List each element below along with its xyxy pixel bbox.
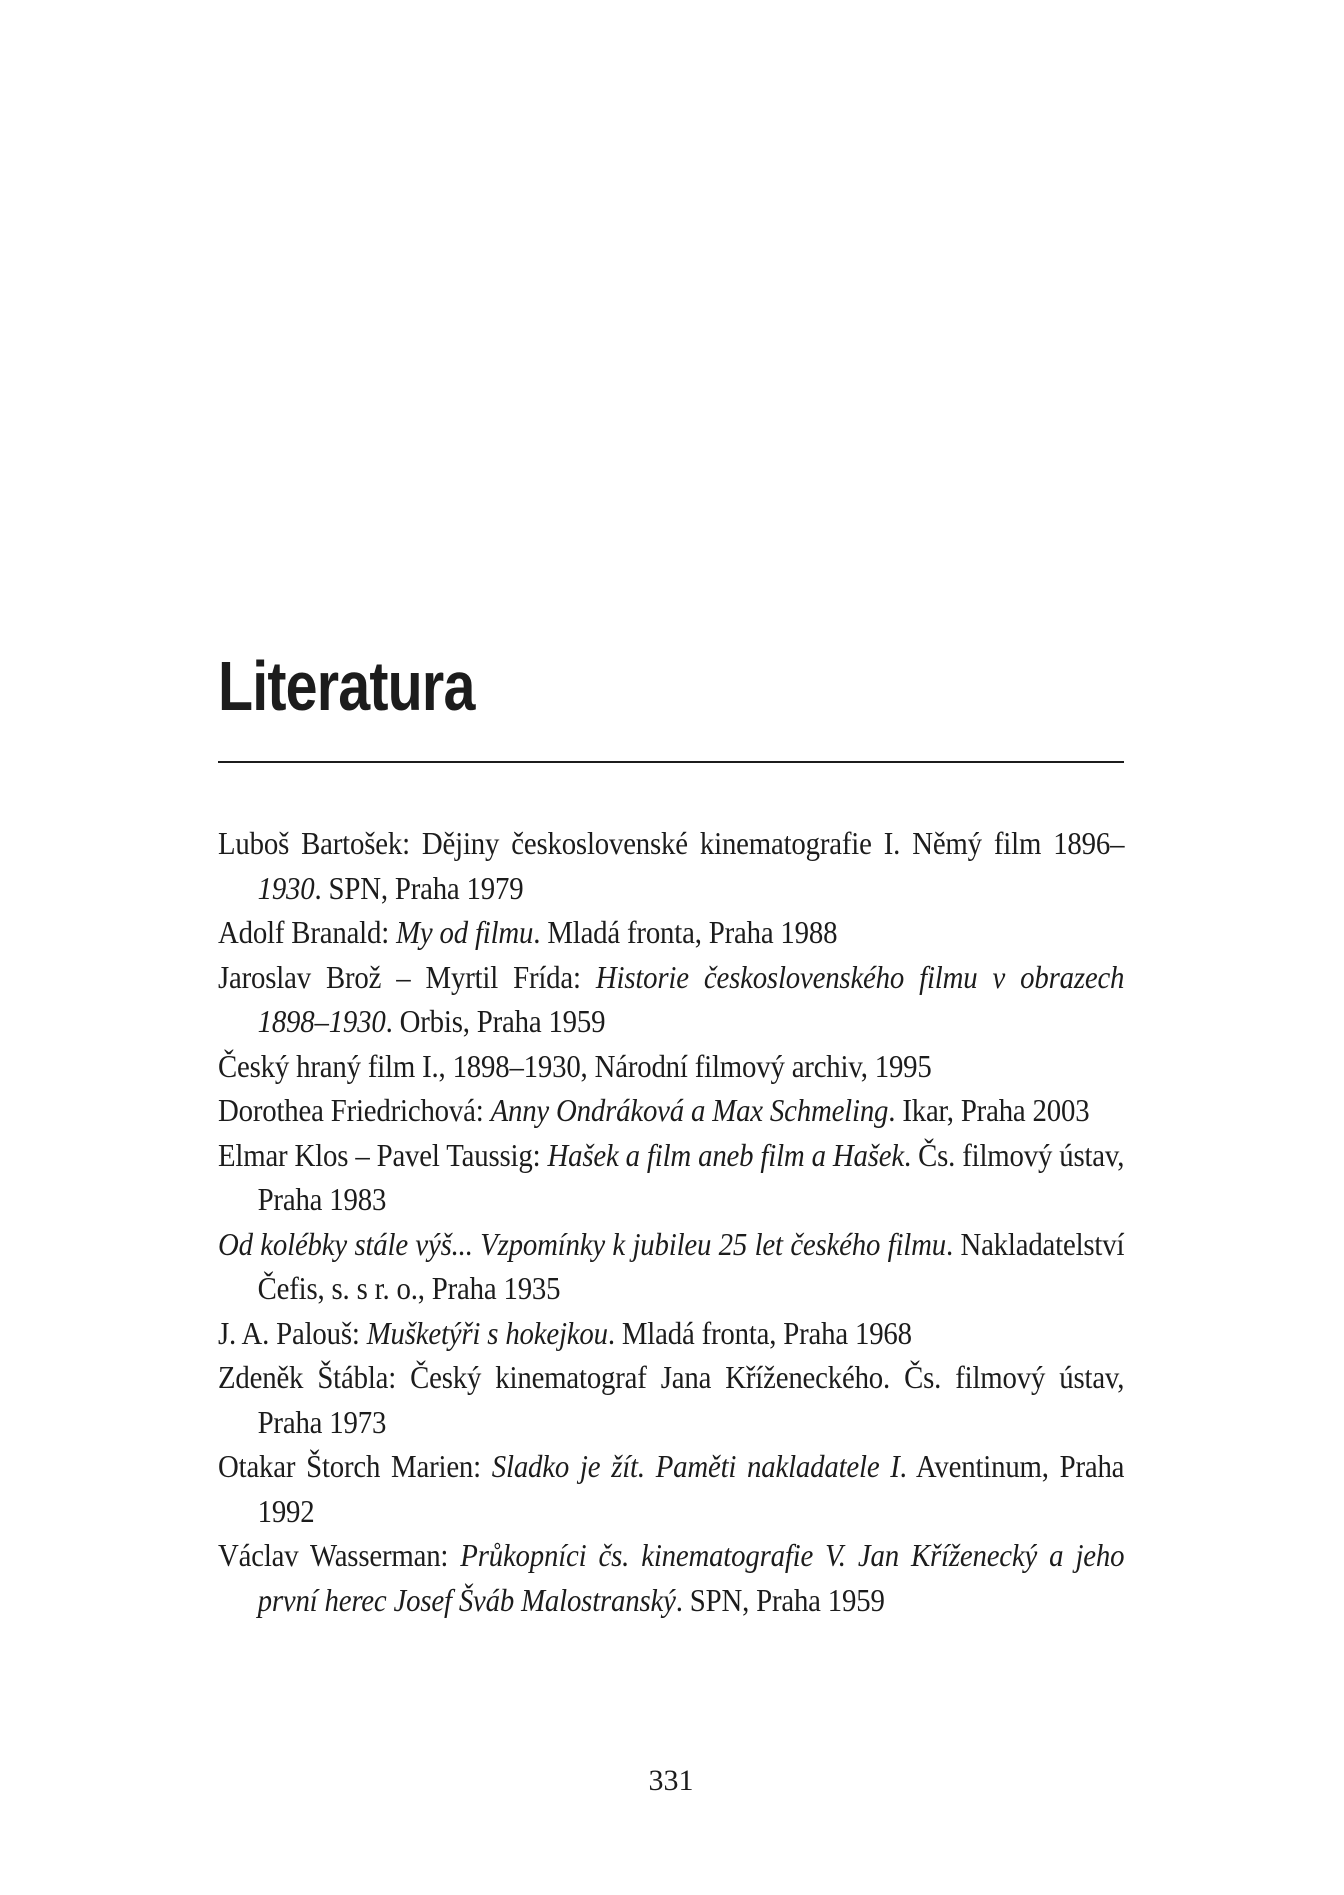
entry-text: Zdeněk Štábla: Český kinematograf Jana Kříženeckého. Čs. filmový ústav, Praha 1973 — [218, 1359, 1125, 1440]
entry-text: Adolf Branald: — [218, 914, 397, 950]
entry-text: . SPN, Praha 1979 — [314, 869, 524, 906]
entry-title-italic: 1930 — [257, 869, 315, 906]
bibliography-entry — [218, 821, 1124, 910]
page-number: 331 — [648, 1764, 694, 1797]
entry-text: . Mladá fronta, Praha 1988 — [533, 914, 838, 950]
bibliography-entry — [218, 1222, 1124, 1311]
bibliography-entry — [218, 910, 1124, 955]
bibliography-list — [218, 821, 1124, 1622]
entry-title-italic: Hašek a film aneb film a Hašek — [547, 1136, 904, 1173]
entry-text: . Ikar, Praha 2003 — [888, 1092, 1090, 1128]
entry-title-italic: Historie československého filmu v obrazech 1898–1930 — [257, 958, 1125, 1039]
bibliography-entry — [218, 955, 1124, 1044]
entry-title-italic: Mušketýři s hokejkou — [366, 1314, 608, 1351]
entry-text: Luboš Bartošek: Dějiny československé kinematografie I. Němý film 1896– — [218, 825, 1125, 861]
entry-title-italic: Od kolébky stále výš... Vzpomínky k jubileu 25 let českého filmu — [218, 1225, 946, 1262]
page-title: Literatura — [218, 647, 475, 725]
entry-title-italic: Anny Ondráková a Max Schmeling — [490, 1092, 889, 1128]
bibliography-entry — [218, 1088, 1124, 1133]
entry-text: . Orbis, Praha 1959 — [385, 1003, 606, 1039]
bibliography-entry — [218, 1355, 1124, 1444]
entry-text: . SPN, Praha 1959 — [675, 1581, 885, 1618]
entry-text: Elmar Klos – Pavel Taussig: — [218, 1136, 548, 1173]
entry-text: Václav Wasserman: — [218, 1537, 461, 1573]
bibliography-entry — [218, 1044, 1124, 1089]
entry-text: Otakar Štorch Marien: — [218, 1448, 492, 1484]
bibliography-entry — [218, 1133, 1124, 1222]
entry-text: . Aventinum, Praha 1992 — [257, 1448, 1125, 1529]
entry-text: Dorothea Friedrichová: — [218, 1092, 491, 1128]
entry-title-italic: My od filmu — [396, 914, 534, 950]
entry-title-italic: Sladko je žít. Paměti nakladatele I — [491, 1448, 900, 1484]
entry-text: . Čs. filmový ústav, Praha 1983 — [257, 1136, 1125, 1217]
entry-text: . Mladá fronta, Praha 1968 — [607, 1314, 912, 1351]
entry-text: . Nakladatelství Čefis, s. s r. o., Praha 1935 — [257, 1225, 1125, 1306]
entry-text: Jaroslav Brož – Myrtil Frída: — [218, 958, 596, 995]
bibliography-entry — [218, 1311, 1124, 1356]
entry-title-italic: Průkopníci čs. kinematografie V. Jan Kříženecký a jeho první herec Josef Šváb Malostranský — [257, 1537, 1125, 1618]
bibliography-entry — [218, 1533, 1124, 1622]
entry-text: Český hraný film I., 1898–1930, Národní filmový archiv, 1995 — [218, 1047, 932, 1084]
bibliography-entry — [218, 1444, 1124, 1533]
heading-rule — [218, 761, 1124, 763]
entry-text: J. A. Palouš: — [218, 1314, 367, 1351]
